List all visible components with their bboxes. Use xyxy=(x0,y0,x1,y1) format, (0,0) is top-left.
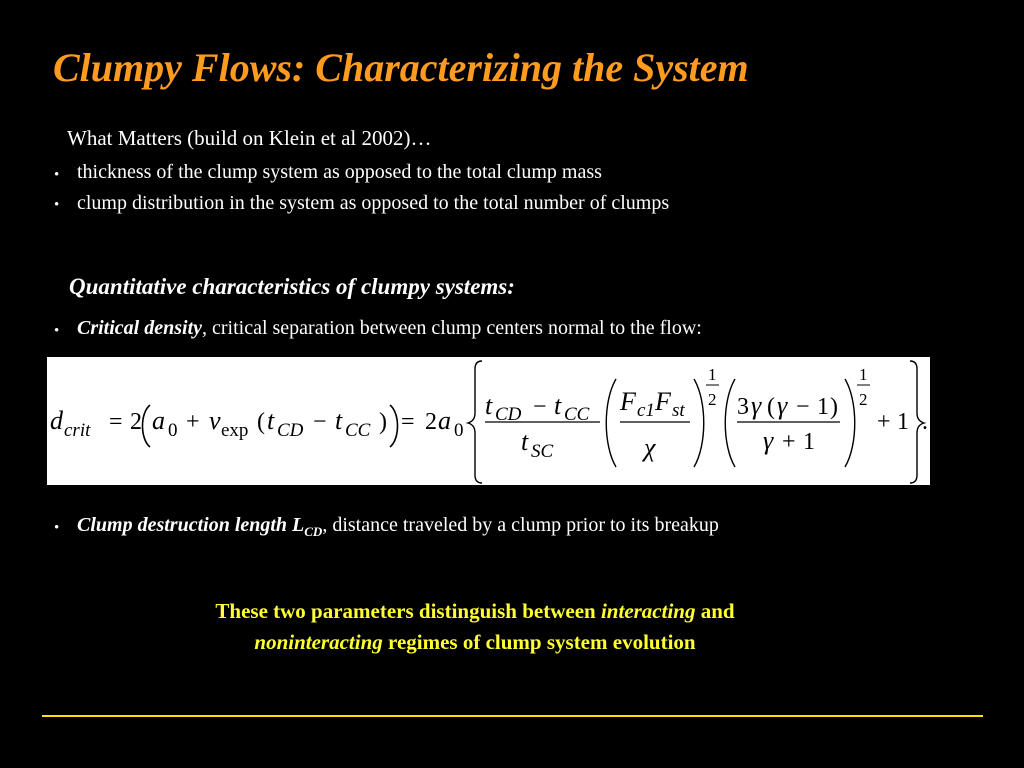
eq-t: t xyxy=(485,391,493,420)
critical-density-equation xyxy=(47,357,930,485)
eq-equals: = xyxy=(401,409,415,435)
eq-two: 2 xyxy=(425,409,437,435)
note-interacting: interacting xyxy=(600,599,696,623)
eq-plus: + xyxy=(186,409,200,435)
eq-d: d xyxy=(50,406,63,435)
eq-lp: ( xyxy=(767,394,775,420)
bullet-icon: • xyxy=(54,520,60,536)
eq-minus: − xyxy=(533,394,547,420)
regime-note-line1 xyxy=(0,599,950,624)
bullet-icon: • xyxy=(54,197,60,213)
eq-F: F xyxy=(620,387,636,416)
eq-rp: ) xyxy=(830,394,838,420)
eq-minus: − xyxy=(796,394,810,420)
critical-density-term: Critical density xyxy=(77,317,202,339)
eq-t: t xyxy=(554,391,562,420)
eq-cc-sub: CC xyxy=(564,404,590,425)
eq-c1-sub: c1 xyxy=(637,400,655,421)
quantitative-heading: Quantitative characteristics of clumpy systems: xyxy=(69,274,515,299)
eq-a-zero: 0 xyxy=(168,420,178,441)
critical-density-bullet xyxy=(77,318,702,338)
bullet-distribution: clump distribution in the system as opposed to the total number of clumps xyxy=(77,192,670,214)
eq-exp-den: 2 xyxy=(859,390,868,409)
footer-rule xyxy=(42,715,983,717)
note-noninteracting: noninteracting xyxy=(254,630,383,654)
eq-exp-sub: exp xyxy=(221,420,249,441)
eq-crit-sub: crit xyxy=(64,420,91,441)
eq-two: 2 xyxy=(130,409,142,435)
eq-period: . xyxy=(922,409,928,435)
eq-one: 1 xyxy=(803,429,815,455)
eq-plus: + xyxy=(782,429,796,455)
destruction-length-bullet xyxy=(77,515,719,538)
eq-gamma: γ xyxy=(751,391,762,420)
eq-v: v xyxy=(209,406,221,435)
eq-paren-close xyxy=(694,379,704,467)
critical-density-desc: , critical separation between clump centers normal to the flow: xyxy=(202,317,702,339)
eq-minus: − xyxy=(313,409,327,435)
eq-gamma: γ xyxy=(777,391,788,420)
slide-title: Clumpy Flows: Characterizing the System xyxy=(53,45,749,90)
eq-gamma: γ xyxy=(763,426,774,455)
eq-t: t xyxy=(335,406,343,435)
what-matters-heading: What Matters (build on Klein et al 2002)… xyxy=(67,126,432,150)
destruction-length-desc: , distance traveled by a clump prior to its breakup xyxy=(322,514,719,536)
eq-chi: χ xyxy=(644,433,656,462)
eq-t: t xyxy=(267,406,275,435)
eq-a: a xyxy=(438,406,451,435)
note-text: regimes of clump system evolution xyxy=(382,630,696,654)
bullet-icon: • xyxy=(54,167,60,183)
eq-equals: = xyxy=(109,409,123,435)
eq-lp: ( xyxy=(257,409,265,435)
note-text: and xyxy=(695,599,735,623)
eq-t: t xyxy=(521,427,529,456)
eq-cc-sub: CC xyxy=(345,420,371,441)
eq-sc-sub: SC xyxy=(531,441,554,462)
eq-brace-open xyxy=(468,361,482,483)
eq-plus: + xyxy=(877,409,891,435)
eq-cd-sub: CD xyxy=(495,404,522,425)
destruction-length-term: Clump destruction length L xyxy=(77,514,305,536)
eq-a-zero: 0 xyxy=(454,420,464,441)
eq-exp-num: 1 xyxy=(708,365,717,384)
destruction-length-subscript: CD xyxy=(304,524,323,539)
eq-cd-sub: CD xyxy=(277,420,304,441)
eq-exp-num: 1 xyxy=(859,365,868,384)
eq-paren-open xyxy=(606,379,616,467)
eq-exp-den: 2 xyxy=(708,390,717,409)
eq-paren-close xyxy=(845,379,855,467)
regime-note-line2 xyxy=(0,630,950,655)
eq-st-sub: st xyxy=(672,400,685,421)
eq-paren-open xyxy=(143,405,151,447)
eq-paren-open xyxy=(725,379,735,467)
eq-three: 3 xyxy=(737,394,749,420)
bullet-thickness: thickness of the clump system as opposed to the total clump mass xyxy=(77,161,602,183)
eq-F: F xyxy=(655,387,671,416)
eq-one: 1 xyxy=(897,409,909,435)
eq-a: a xyxy=(152,406,165,435)
eq-rp: ) xyxy=(379,409,387,435)
eq-one: 1 xyxy=(817,394,829,420)
note-text: These two parameters distinguish between xyxy=(215,599,601,623)
eq-paren-close xyxy=(390,405,398,447)
bullet-icon: • xyxy=(54,323,60,339)
